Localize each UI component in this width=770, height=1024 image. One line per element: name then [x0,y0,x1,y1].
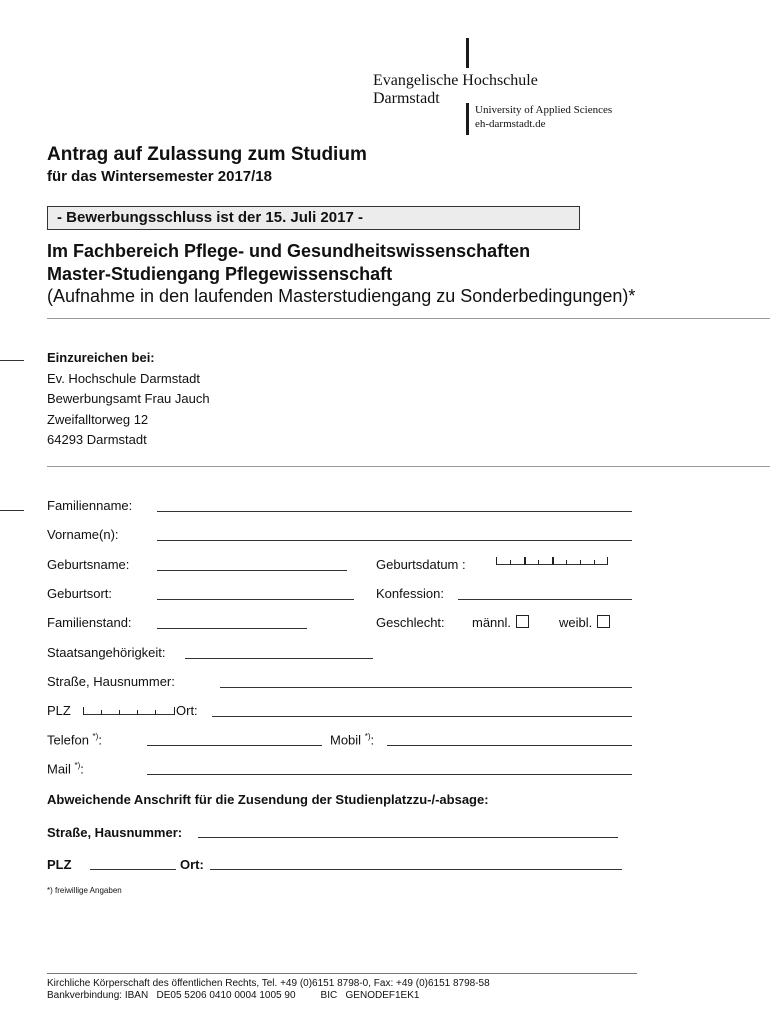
logo-website: eh-darmstadt.de [475,118,546,130]
geburtsdatum-comb-field[interactable] [496,554,608,566]
margin-fold-mark-1 [0,360,24,361]
mail-colon: : [80,761,84,777]
konfession-label: Konfession: [376,586,444,601]
geburtsname-label: Geburtsname: [47,557,130,572]
telefon-label-text: Telefon [47,732,89,748]
comb-tick [552,557,554,565]
alt-strasse-field[interactable] [198,837,618,838]
logo-name-line1: Evangelische Hochschule [373,72,538,89]
logo-tagline: University of Applied Sciences [475,104,613,116]
logo-bottom-bar [466,103,469,135]
mobil-label-text: Mobil [330,732,362,748]
konfession-field[interactable] [458,599,632,600]
footer-divider [47,973,637,974]
mail-field[interactable] [147,774,632,775]
alt-address-heading: Abweichende Anschrift für die Zusendung der Studienplatzzu-/-absage: [47,792,489,807]
vorname-label: Vorname(n): [47,527,119,542]
deadline-text: - Bewerbungsschluss ist der 15. Juli 2017 - [57,209,363,226]
comb-baseline [83,714,175,715]
department-title: Im Fachbereich Pflege- und Gesundheitswissenschaften [47,241,531,261]
submit-to-line: Ev. Hochschule Darmstadt [47,371,200,386]
mobil-colon: : [370,732,375,748]
deadline-box [47,206,580,230]
submit-to-line: Zweifalltorweg 12 [47,412,149,427]
program-note: (Aufnahme in den laufenden Masterstudiengang zu Sonderbedingungen)* [47,286,636,306]
staatsangehoerigkeit-label: Staatsangehörigkeit: [47,645,166,660]
alt-ort-field[interactable] [210,869,622,870]
comb-tick [83,707,84,715]
plz-label: PLZ [47,703,71,718]
footer-line2: Bankverbindung: IBAN DE05 5206 0410 0004 1005 90 BIC GENODEF1EK1 [47,990,420,1001]
mobil-footnote-mark: *) [364,732,371,741]
submit-to-line: 64293 Darmstadt [47,432,147,447]
comb-tick [524,557,526,565]
comb-tick [538,560,539,565]
familienstand-field[interactable] [157,628,307,629]
strasse-label: Straße, Hausnummer: [47,674,175,689]
divider-top [47,318,770,319]
strasse-field[interactable] [220,687,632,688]
alt-strasse-label: Straße, Hausnummer: [47,825,183,840]
comb-tick [137,710,138,715]
comb-tick [580,560,581,565]
telefon-label [47,732,102,747]
mail-label [47,761,84,776]
vorname-field[interactable] [157,540,632,541]
comb-tick [496,557,497,565]
maennl-checkbox[interactable] [516,615,529,628]
ort-label: Ort: [176,703,198,718]
weibl-checkbox[interactable] [597,615,610,628]
telefon-field[interactable] [147,745,322,746]
program-title: Master-Studiengang Pflegewissenschaft [47,264,393,284]
page-subtitle: für das Wintersemester 2017/18 [47,168,272,185]
geburtsort-label: Geburtsort: [47,586,113,601]
comb-tick [566,560,567,565]
comb-tick [510,560,511,565]
familienstand-label: Familienstand: [47,615,132,630]
comb-tick [119,710,120,715]
mail-footnote-mark: *) [74,761,81,770]
footer-line1: Kirchliche Körperschaft des öffentlichen Rechts, Tel. +49 (0)6151 8798-0, Fax: +49 (0)6151 8798-58 [47,978,490,989]
geschlecht-label: Geschlecht: [376,615,445,630]
geburtsname-field[interactable] [157,570,347,571]
submit-to-line: Bewerbungsamt Frau Jauch [47,391,210,406]
telefon-colon: : [98,732,102,748]
page-title: Antrag auf Zulassung zum Studium [47,144,367,165]
comb-tick [101,710,102,715]
submit-to-label: Einzureichen bei: [47,350,155,365]
logo-name-line2: Darmstadt [373,90,440,107]
staatsangehoerigkeit-field[interactable] [185,658,373,659]
comb-tick [174,707,175,715]
plz-comb-field[interactable] [83,705,175,715]
alt-plz-label: PLZ [47,857,72,872]
divider-middle [47,466,770,467]
comb-tick [607,557,608,565]
familienname-label: Familienname: [47,498,133,513]
geburtsort-field[interactable] [157,599,354,600]
telefon-footnote-mark: *) [92,732,99,741]
comb-tick [594,560,595,565]
margin-fold-mark-2 [0,510,24,511]
footnote: *) freiwillige Angaben [47,886,122,895]
geburtsdatum-label: Geburtsdatum : [376,557,466,572]
weibl-label: weibl. [559,615,593,630]
familienname-field[interactable] [157,511,632,512]
logo-top-bar [466,38,469,68]
mail-label-text: Mail [47,761,71,777]
mobil-field[interactable] [387,745,632,746]
maennl-label: männl. [472,615,512,630]
alt-ort-label: Ort: [180,857,204,872]
mobil-label [330,732,374,747]
alt-plz-field[interactable] [90,869,176,870]
comb-tick [155,710,156,715]
ort-field[interactable] [212,716,632,717]
